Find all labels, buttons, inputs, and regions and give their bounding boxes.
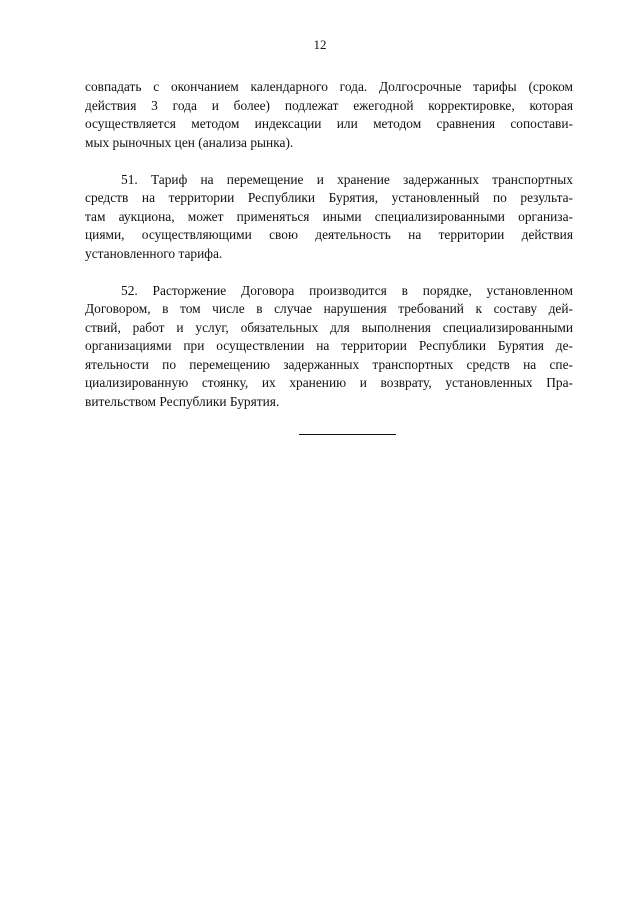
text-line: 52. Расторжение Договора производится в порядке, установленном xyxy=(121,282,573,298)
end-separator-line xyxy=(299,434,396,435)
text-line: ствий, работ и услуг, обязательных для выполнения специализированными xyxy=(85,319,573,335)
text-line: установленного тарифа. xyxy=(85,245,223,261)
text-line: там аукциона, может применяться иными специализированными организа- xyxy=(85,208,573,224)
page-number: 12 xyxy=(313,37,327,52)
text-line: ятельности по перемещению задержанных транспортных средств на спе- xyxy=(85,356,573,372)
text-line: 51. Тариф на перемещение и хранение задержанных транспортных xyxy=(121,171,573,187)
paragraph-52 xyxy=(85,282,573,412)
text-line: действия 3 года и более) подлежат ежегодной корректировке, которая xyxy=(85,97,573,113)
text-line: Договором, в том числе в случае нарушения требований к составу дей- xyxy=(85,301,573,316)
text-line: организациями при осуществлении на территории Республики Бурятия де- xyxy=(85,338,573,353)
paragraph-continuation xyxy=(85,78,573,152)
text-line: совпадать с окончанием календарного года. Долгосрочные тарифы (сроком xyxy=(85,79,573,94)
document-body xyxy=(85,78,573,430)
text-line: осуществляется методом индексации или методом сравнения сопостави- xyxy=(85,116,573,131)
text-line: циями, осуществляющими свою деятельность на территории действия xyxy=(85,227,573,242)
text-line: мых рыночных цен (анализа рынка). xyxy=(85,134,294,150)
text-line: средств на территории Республики Бурятия, установленный по результа- xyxy=(85,190,573,205)
text-line: вительством Республики Бурятия. xyxy=(85,393,280,409)
text-line: циализированную стоянку, их хранению и возврату, установленных Пра- xyxy=(85,375,573,390)
paragraph-51 xyxy=(85,171,573,264)
